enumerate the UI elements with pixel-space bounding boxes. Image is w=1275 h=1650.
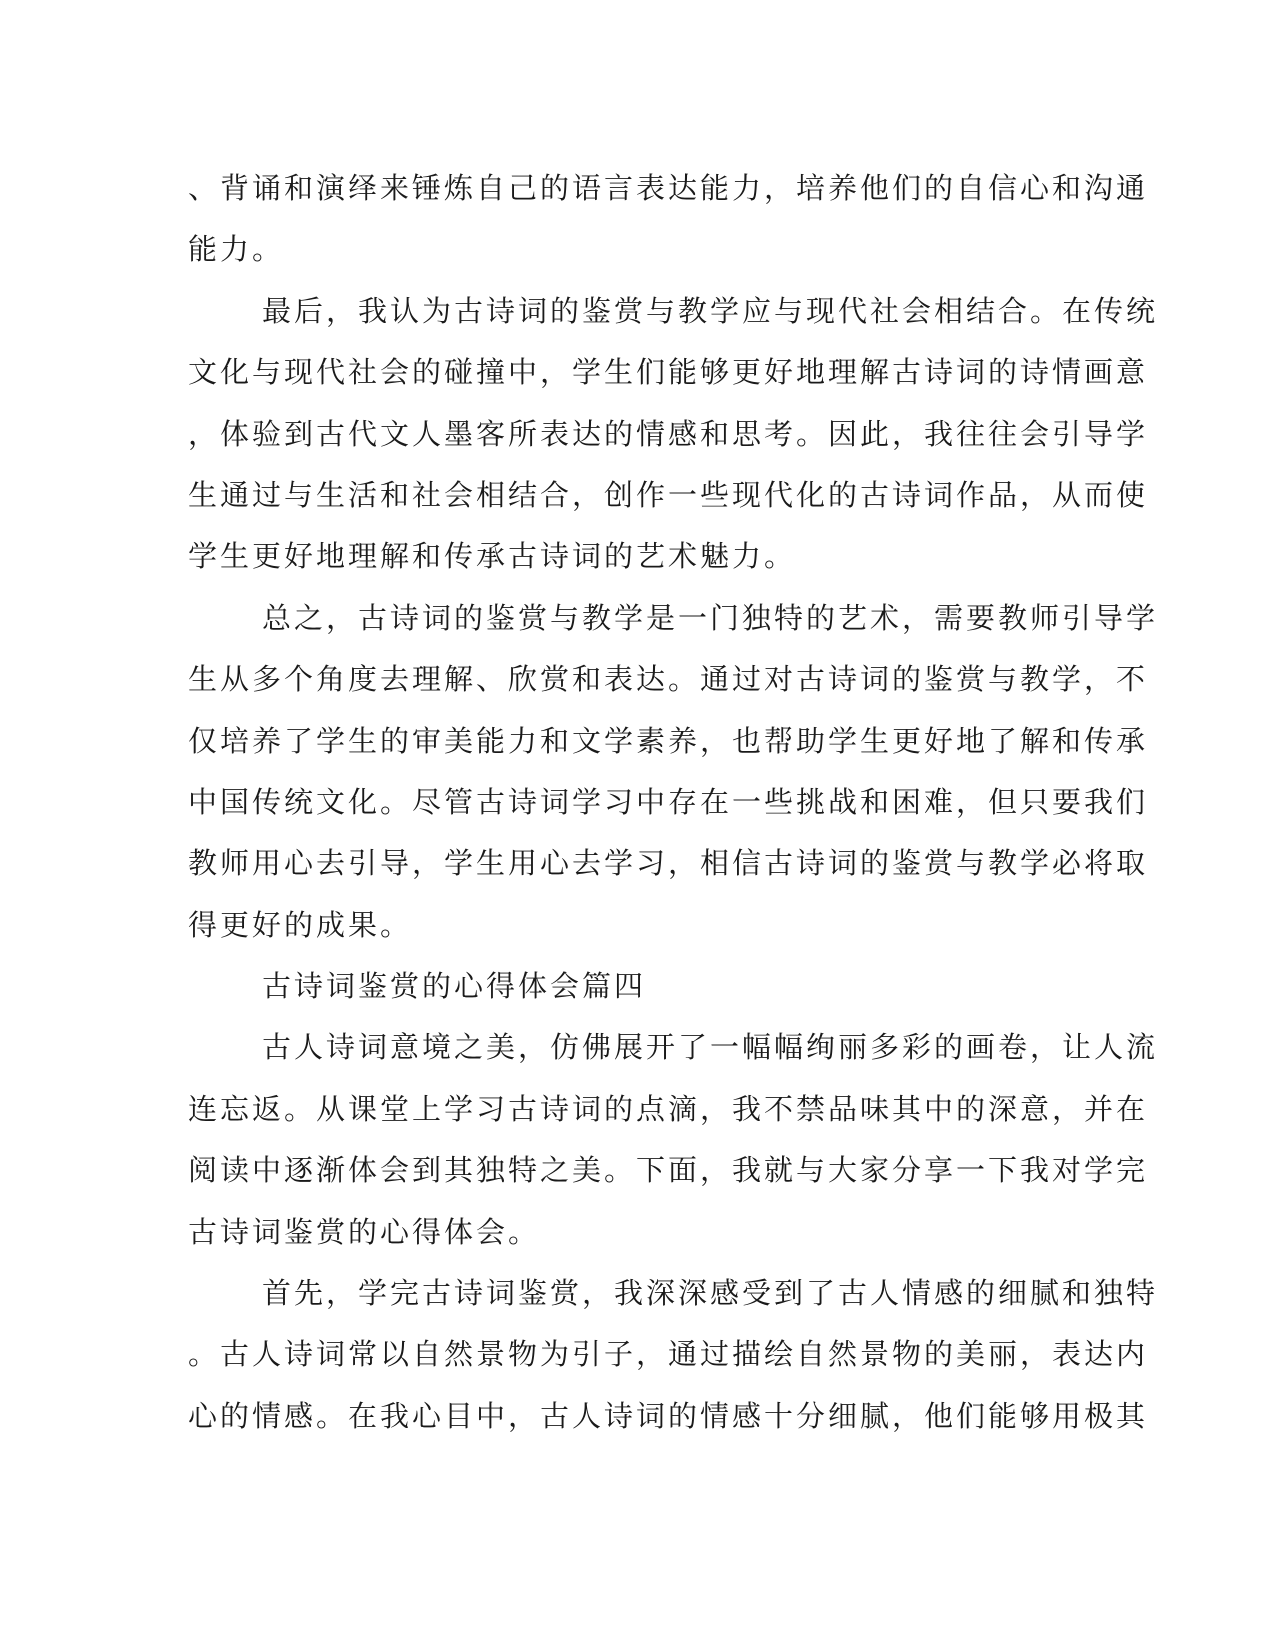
text-line: 心的情感。在我心目中，古人诗词的情感十分细腻，他们能够用极其	[188, 1398, 1149, 1433]
text-line: ，体验到古代文人墨客所表达的情感和思考。因此，我往往会引导学	[188, 416, 1149, 451]
text-line: 、背诵和演绎来锤炼自己的语言表达能力，培养他们的自信心和沟通	[188, 171, 1149, 205]
text-line: 阅读中逐渐体会到其独特之美。下面，我就与大家分享一下我对学完	[188, 1153, 1149, 1188]
text-line: 文化与现代社会的碰撞中，学生们能够更好地理解古诗词的诗情画意	[188, 355, 1149, 390]
text-line: 中国传统文化。尽管古诗词学习中存在一些挑战和困难，但只要我们	[188, 784, 1149, 819]
text-line: 教师用心去引导，学生用心去学习，相信古诗词的鉴赏与教学必将取	[188, 846, 1149, 881]
document-body	[188, 158, 1159, 1447]
text-line: 首先，学完古诗词鉴赏，我深深感受到了古人情感的细腻和独特	[262, 1276, 1159, 1311]
text-line: 能力。	[188, 232, 285, 267]
text-line: 生从多个角度去理解、欣赏和表达。通过对古诗词的鉴赏与教学，不	[188, 662, 1149, 697]
section-heading: 古诗词鉴赏的心得体会篇四	[262, 969, 647, 1004]
text-line: 连忘返。从课堂上学习古诗词的点滴，我不禁品味其中的深意，并在	[188, 1091, 1149, 1126]
text-line: 总之，古诗词的鉴赏与教学是一门独特的艺术，需要教师引导学	[262, 600, 1159, 635]
text-line: 古诗词鉴赏的心得体会。	[188, 1214, 541, 1249]
text-line: 最后，我认为古诗词的鉴赏与教学应与现代社会相结合。在传统	[262, 293, 1159, 328]
text-line: 。古人诗词常以自然景物为引子，通过描绘自然景物的美丽，表达内	[188, 1337, 1149, 1372]
text-line: 古人诗词意境之美，仿佛展开了一幅幅绚丽多彩的画卷，让人流	[262, 1030, 1159, 1065]
text-line: 学生更好地理解和传承古诗词的艺术魅力。	[188, 539, 797, 574]
text-line: 仅培养了学生的审美能力和文学素养，也帮助学生更好地了解和传承	[188, 723, 1149, 758]
text-line: 生通过与生活和社会相结合，创作一些现代化的古诗词作品，从而使	[188, 477, 1149, 512]
text-line: 得更好的成果。	[188, 907, 413, 942]
